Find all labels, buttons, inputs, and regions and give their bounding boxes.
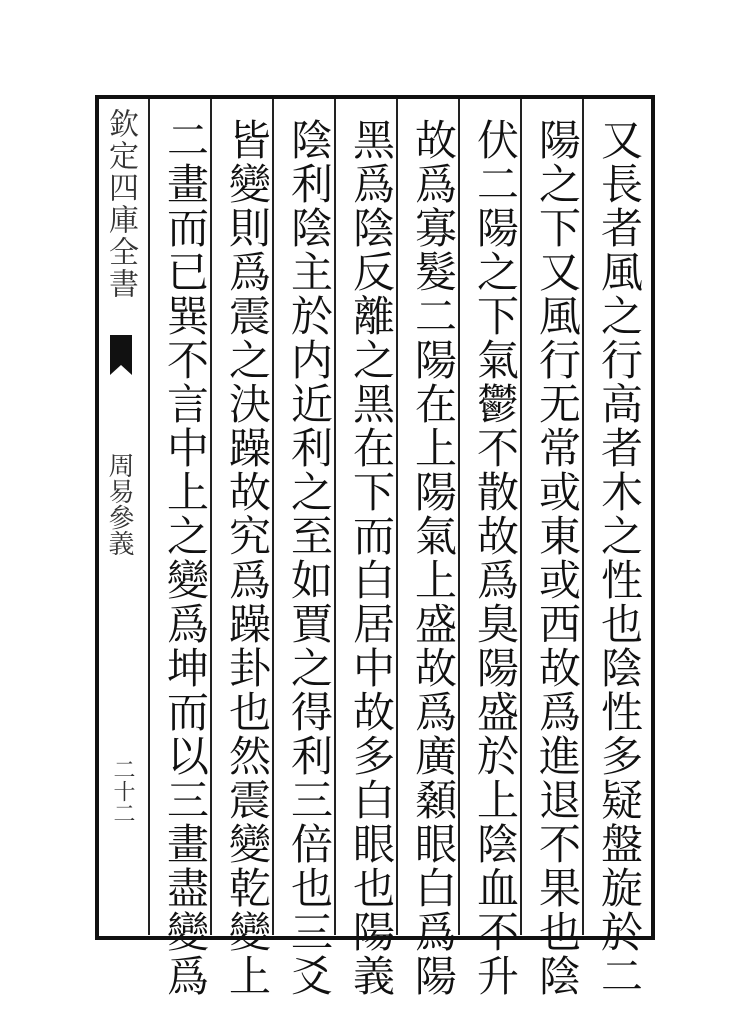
text-column-2: 陽之下又風行无常或東或西故爲進退不果也陰 [533,118,582,998]
collection-title: 欽定四庫全書 [103,108,138,300]
column-rule [148,99,150,935]
text-column-3: 伏二陽之下氣鬱不散故爲臭陽盛於上陰血不升 [471,118,520,998]
text-column-6: 陰利陰主於内近利之至如賈之得利三倍也三爻 [285,118,334,998]
text-column-7: 皆變則爲震之決躁故究爲躁卦也然震變乾變上 [223,118,272,998]
text-column-4: 故爲寡髮二陽在上陽氣上盛故爲廣顙眼白爲陽 [409,118,458,998]
text-column-5: 黑爲陰反離之黑在下而白居中故多白眼也陽義 [347,118,396,998]
page-number: 二十二 [110,758,135,824]
text-column-1: 又長者風之行高者木之性也陰性多疑盤旋於二 [595,118,644,998]
text-column-8: 二畫而已巽不言中上之變爲坤而以三畫盡變爲 [161,118,210,998]
book-title: 周易參義 [104,452,134,556]
fish-tail-mark-icon [110,335,132,365]
